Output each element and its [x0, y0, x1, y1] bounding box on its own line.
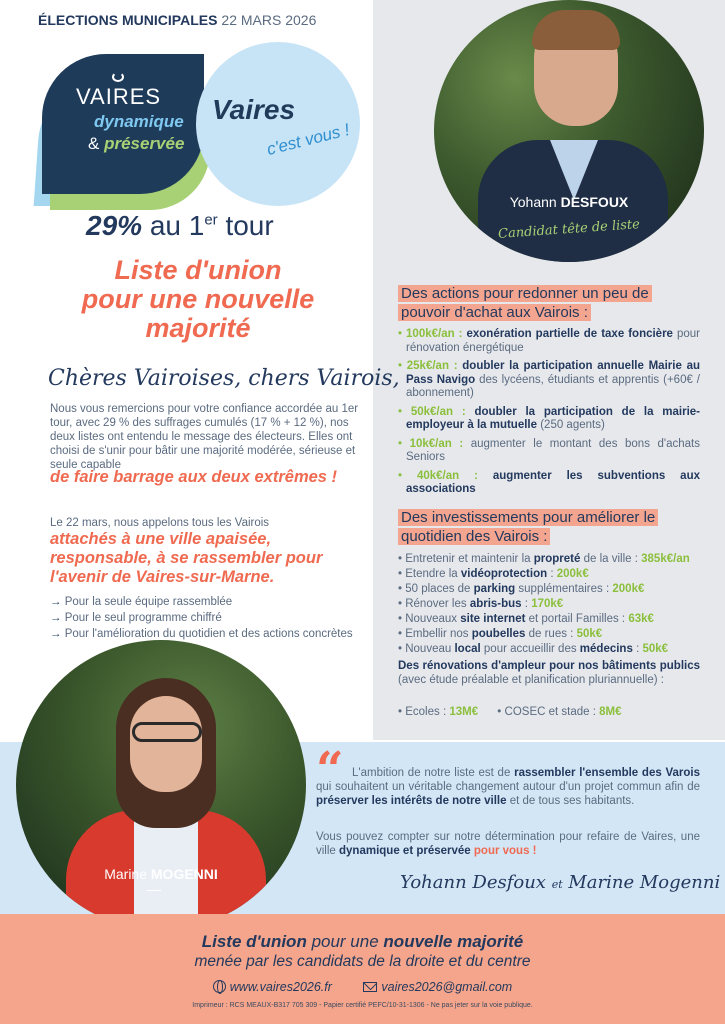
arrow-list	[50, 594, 368, 642]
purchasing-power-list	[398, 328, 700, 502]
letter-paragraph-2: Le 22 mars, nous appelons tous les Vairois	[50, 517, 270, 529]
list-item: • Etendre la vidéoprotection : 200k€	[398, 567, 700, 582]
greeting: Chères Vairoises, chers Vairois,	[48, 366, 400, 391]
footer-subtitle: menée par les candidats de la droite et du centre	[194, 953, 531, 970]
imprint-notice: Imprimeur : RCS MEAUX-B317 705 309 - Papier certifié PEFC/10-31-1306 - Ne pas jeter sur la voie publique.	[192, 1002, 533, 1009]
section-investments-title: Des investissements pour améliorer le quotidien des Vairois :	[398, 508, 698, 546]
list-item: • 10k€/an : augmenter le montant des bons d'achats Seniors	[398, 438, 700, 465]
letter-emphasis-1: de faire barrage aux deux extrêmes !	[50, 468, 338, 486]
quote-mark-icon: “	[316, 742, 344, 798]
vaires-dynamique-logo	[42, 54, 204, 194]
logo2-line-2: c'est vous !	[264, 120, 352, 159]
vaires-cest-vous-logo	[196, 42, 360, 206]
list-item: • 100k€/an : exonération partielle de taxe foncière pour rénovation énergétique	[398, 328, 700, 355]
footer-contacts	[0, 980, 725, 994]
name-divider	[147, 890, 161, 891]
logo-mark-icon	[112, 72, 124, 82]
candidate-photo-mogenni	[16, 640, 306, 930]
list-item: • 25k€/an : doubler la participation annuelle Mairie au Pass Navigo des lycéens, étudiants et apprentis (+60€ / abonnement)	[398, 360, 700, 401]
section-purchasing-power-title: Des actions pour redonner un peu de pouvoir d'achat aux Vairois :	[398, 284, 698, 322]
email-link[interactable]: vaires2026@gmail.com	[363, 980, 512, 994]
candidate-name-desfoux: Yohann DESFOUX	[509, 194, 629, 210]
candidate-name-mogenni: Marine MOGENNI	[104, 866, 218, 882]
globe-icon	[213, 980, 226, 993]
quote-paragraph-1: L'ambition de notre liste est de rassembler l'ensemble des Varois qui souhaitent un véritable changement autour d'un projet commun afin de préserver les intérêts de notre ville et de tous ses habitants.	[316, 767, 701, 807]
list-item: • 50 places de parking supplémentaires : 200k€	[398, 582, 700, 597]
renovations-text: Des rénovations d'ampleur pour nos bâtiments publics (avec étude préalable et planification pluriannuelle) :	[398, 660, 700, 686]
candidate-role: Candidat tête de liste	[497, 217, 641, 242]
list-item: → Pour le seul programme chiffré	[50, 610, 368, 626]
logo2-line-1: Vaires	[212, 94, 296, 125]
list-item: → Pour l'amélioration du quotidien et des actions concrètes	[50, 626, 368, 642]
list-item: → Pour la seule équipe rassemblée	[50, 594, 368, 610]
footer-title: Liste d'union pour une nouvelle majorité	[201, 932, 524, 951]
signatures: Yohann Desfoux et Marine Mogenni	[400, 872, 721, 893]
list-item: • 40k€/an : augmenter les subventions aux associations	[398, 470, 700, 497]
website-link[interactable]: www.vaires2026.fr	[213, 980, 332, 994]
quote-paragraph-2: Vous pouvez compter sur notre détermination pour refaire de Vaires, une ville dynamique et préservée pour vous !	[316, 831, 700, 857]
logo-line-3: & préservée	[88, 134, 185, 153]
list-item: • 50k€/an : doubler la participation de la mairie-employeur à la mutuelle (250 agents)	[398, 406, 700, 433]
list-item: • Entretenir et maintenir la propreté de la ville : 385k€/an	[398, 552, 700, 567]
list-item: • Nouveau local pour accueillir des médecins : 50k€	[398, 642, 700, 657]
list-item: • Nouveaux site internet et portail Familles : 63k€	[398, 612, 700, 627]
mail-icon	[363, 982, 377, 992]
letter-emphasis-2: attachés à une ville apaisée, responsable, à se rassembler pour l'avenir de Vaires-sur-Marne.	[50, 530, 323, 586]
letter-paragraph-1: Nous vous remercions pour votre confiance accordée au 1er tour, avec 29 % des suffrages cumulés (17 % + 12 %), nos deux listes ont entendu le message des électeurs. Elles ont choisi de s'unir pour bâtir une majorité modérée, sérieuse et seule capable	[50, 403, 359, 471]
list-item: • Rénover les abris-bus : 170k€	[398, 597, 700, 612]
header-date: 22 MARS 2026	[221, 12, 317, 28]
investments-list	[398, 552, 700, 657]
header-title: ÉLECTIONS MUNICIPALES	[38, 12, 218, 28]
list-title: Liste d'union pour une nouvelle majorité	[81, 255, 315, 343]
logo-line-1: VAIRES	[76, 84, 162, 109]
logo-line-2: dynamique	[94, 112, 184, 131]
header-line	[38, 12, 316, 28]
first-round-score: 29% au 1er tour	[86, 210, 274, 241]
list-item: • Embellir nos poubelles de rues : 50k€	[398, 627, 700, 642]
renovations-items: • Ecoles : 13M€ • COSEC et stade : 8M€	[398, 706, 622, 718]
